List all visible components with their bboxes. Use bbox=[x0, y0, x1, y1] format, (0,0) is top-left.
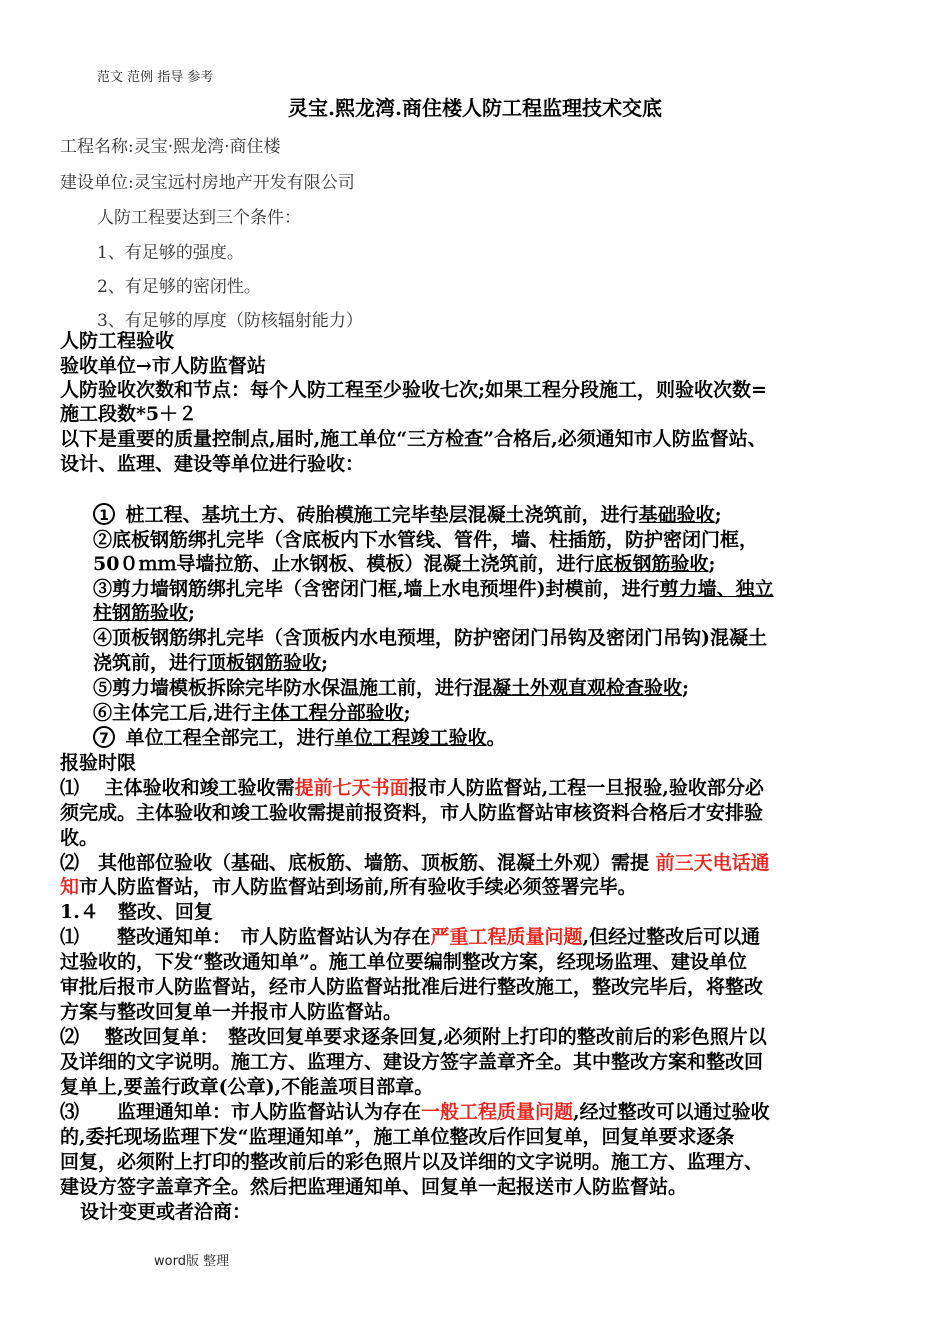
design-change-heading: 设计变更或者洽商： bbox=[80, 1201, 252, 1223]
checkpoint-4: ④顶板钢筋绑扎完毕（含顶板内水电预埋，防护密闭门吊钩及密闭门吊钩)混凝土 bbox=[93, 627, 768, 649]
checkpoint-3-cont: 柱钢筋验收; bbox=[93, 602, 196, 624]
checkpoint-acceptance-name: 单位工程竣工验收 bbox=[334, 727, 487, 749]
document-title: 灵宝.熙龙湾.商住楼人防工程监理技术交底 bbox=[288, 96, 662, 120]
supervision-notice: ⑶ 监理通知单：市人防监督站认为存在一般工程质量问题,经过整改可以通过验收 bbox=[60, 1101, 770, 1123]
conditions-intro: 人防工程要达到三个条件： bbox=[97, 208, 301, 228]
rectify-reply-cont: 复单上,要盖行政章(公章),不能盖项目部章。 bbox=[60, 1076, 434, 1098]
rectify-notice-cont: 方案与整改回复单一并报市人防监督站。 bbox=[60, 1001, 403, 1023]
checkpoint-2-cont: 50０ｍｍ导墙拉筋、止水钢板、模板）混凝土浇筑前，进行底板钢筋验收; bbox=[93, 553, 716, 575]
rectify-notice-cont: 审批后报市人防监督站，经市人防监督站批准后进行整改施工，整改完毕后，将整改 bbox=[60, 976, 764, 998]
circled-number-icon: 1 bbox=[93, 503, 115, 525]
report-item-1-cont: 须完成。主体验收和竣工验收需提前报资料，市人防监督站审核资料合格后才安排验 bbox=[60, 802, 764, 824]
page-header-note: 范文 范例 指导 参考 bbox=[97, 70, 214, 85]
supervision-notice-cont: 回复，必须附上打印的整改前后的彩色照片以及详细的文字说明。施工方、监理方、 bbox=[60, 1151, 764, 1173]
report-item-2: ⑵ 其他部位验收（基础、底板筋、墙筋、顶板筋、混凝土外观）需提 前三天电话通 bbox=[60, 852, 770, 874]
supervision-notice-cont: 建设方签字盖章齐全。然后把监理通知单、回复单一起报送市人防监督站。 bbox=[60, 1176, 688, 1198]
rectify-heading: 1.４ 整改、回复 bbox=[60, 901, 213, 923]
condition-item: 1、有足够的强度。 bbox=[97, 243, 244, 263]
checkpoint-acceptance-name: 基础验收 bbox=[638, 504, 715, 526]
checkpoint-1: 1 桩工程、基坑土方、砖胎模施工完毕垫层混凝土浇筑前，进行基础验收; bbox=[93, 503, 722, 527]
circled-number-icon: 7 bbox=[93, 726, 115, 748]
report-item-2-cont: 知市人防监督站，市人防监督站到场前,所有验收手续必须签署完毕。 bbox=[60, 876, 637, 898]
checkpoint-2: ②底板钢筋绑扎完毕（含底板内下水管线、管件，墙、柱插筋，防护密闭门框， bbox=[93, 529, 759, 551]
checkpoint-acceptance-name: 剪力墙、独立 bbox=[659, 578, 774, 600]
page-footer: word版 整理 bbox=[154, 1254, 230, 1269]
highlight-text: 提前七天书面 bbox=[294, 777, 409, 799]
rectify-notice-cont: 过验收的，下发“整改通知单”。施工单位要编制整改方案，经现场监理、建设单位 bbox=[60, 951, 747, 973]
rectify-notice: ⑴ 整改通知单： 市人防监督站认为存在严重工程质量问题,但经过整改后可以通 bbox=[60, 926, 761, 948]
acceptance-intro-line: 以下是重要的质量控制点,届时,施工单位“三方检查”合格后,必须通知市人防监督站、 bbox=[60, 428, 767, 450]
highlight-text: 前三天电话通 bbox=[655, 852, 770, 874]
condition-item: 3、有足够的厚度（防核辐射能力） bbox=[97, 311, 363, 331]
checkpoint-acceptance-name: 底板钢筋验收 bbox=[594, 553, 709, 575]
acceptance-count-line: 人防验收次数和节点：每个人防工程至少验收七次;如果工程分段施工，则验收次数= bbox=[60, 379, 767, 401]
acceptance-count-line: 施工段数*5＋２ bbox=[60, 403, 198, 425]
checkpoint-5: ⑤剪力墙模板拆除完毕防水保温施工前，进行混凝土外观直观检查验收; bbox=[93, 677, 690, 699]
highlight-text: 一般工程质量问题 bbox=[421, 1101, 574, 1123]
report-item-1-cont: 收。 bbox=[60, 827, 99, 849]
checkpoint-6: ⑥主体完工后,进行主体工程分部验收; bbox=[93, 702, 411, 724]
rectify-reply: ⑵ 整改回复单： 整改回复单要求逐条回复,必须附上打印的整改前后的彩色照片以 bbox=[60, 1026, 767, 1048]
builder-unit: 建设单位:灵宝远村房地产开发有限公司 bbox=[60, 173, 355, 193]
checkpoint-acceptance-name: 混凝土外观直观检查验收 bbox=[473, 677, 683, 699]
checkpoint-acceptance-name: 主体工程分部验收 bbox=[251, 702, 404, 724]
acceptance-unit: 验收单位→市人防监督站 bbox=[60, 355, 266, 377]
report-item-1: ⑴ 主体验收和竣工验收需提前七天书面报市人防监督站,工程一旦报验,验收部分必 bbox=[60, 777, 764, 799]
project-name: 工程名称:灵宝·熙龙湾·商住楼 bbox=[60, 137, 281, 157]
supervision-notice-cont: 的,委托现场监理下发“监理通知单”，施工单位整改后作回复单，回复单要求逐条 bbox=[60, 1126, 735, 1148]
report-heading: 报验时限 bbox=[60, 752, 137, 774]
rectify-reply-cont: 及详细的文字说明。施工方、监理方、建设方签字盖章齐全。其中整改方案和整改回 bbox=[60, 1051, 764, 1073]
acceptance-heading: 人防工程验收 bbox=[60, 330, 175, 352]
checkpoint-3: ③剪力墙钢筋绑扎完毕（含密闭门框,墙上水电预埋件)封模前，进行剪力墙、独立 bbox=[93, 578, 774, 600]
acceptance-intro-line: 设计、监理、建设等单位进行验收： bbox=[60, 453, 365, 475]
condition-item: 2、有足够的密闭性。 bbox=[97, 277, 261, 297]
checkpoint-7: 7 单位工程全部完工，进行单位工程竣工验收。 bbox=[93, 726, 506, 750]
checkpoint-4-cont: 浇筑前，进行顶板钢筋验收; bbox=[93, 652, 329, 674]
highlight-text: 严重工程质量问题 bbox=[430, 926, 583, 948]
checkpoint-acceptance-name: 顶板钢筋验收 bbox=[207, 652, 322, 674]
